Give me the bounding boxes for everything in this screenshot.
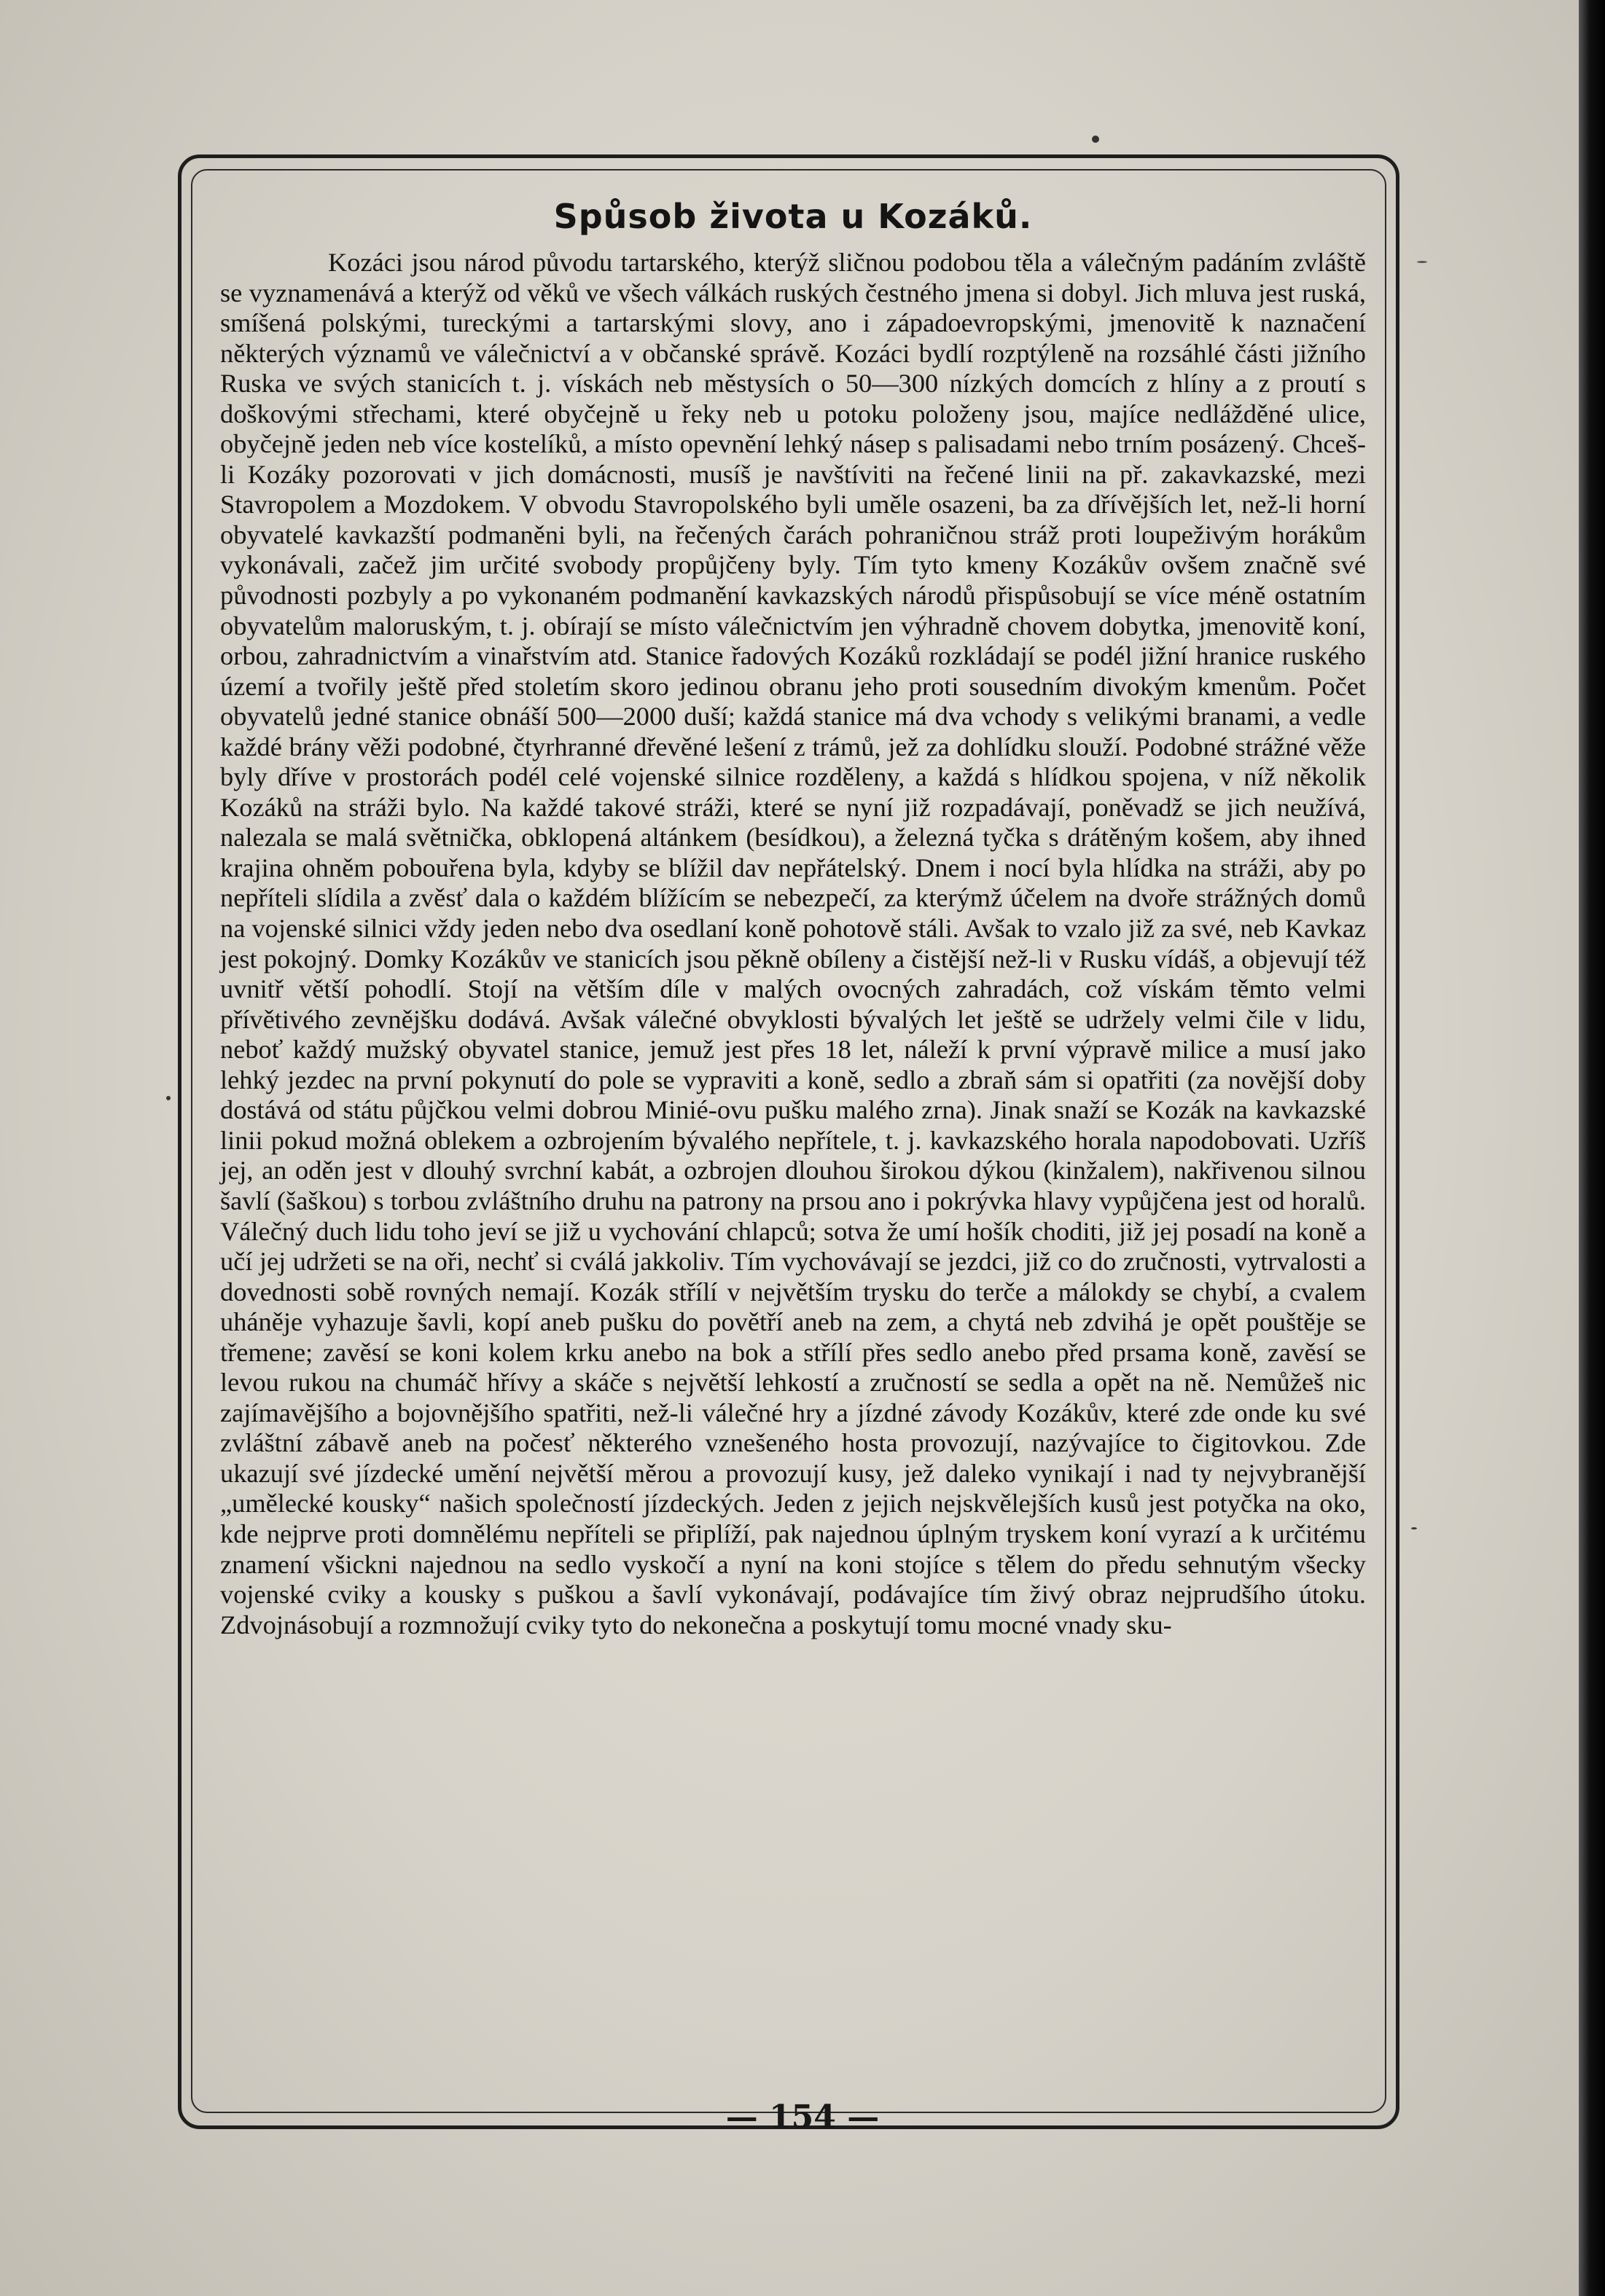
ink-speck (1411, 1527, 1417, 1529)
article-body: Kozáci jsou národ původu tartarského, kterýž sličnou podobou těla a válečným padáním zvláště se vyznamenává a kterýž od věků ve všech válkách ruských čestného jmena si dobyl. Jich mluva jest ruská, smíšená polskými, tureckými a tartarskými slovy, ano i západoevropskými, jmenovitě k naznačení některých významů ve válečnictví a v občanské správě. Kozáci bydlí rozptýleně na rozsáhlé části jižního Ruska ve svých stanicích t. j. vískách neb městysích o 50—300 nízkých domcích z hlíny a z proutí s doškovými střechami, které obyčejně u řeky neb u potoku položeny jsou, majíce nedlážděné ulice, obyčejně jeden neb více kostelíků, a místo opevnění lehký násep s palisadami nebo trním posázený. Chceš-li Kozáky pozorovati v jich domácnosti, musíš je navštíviti na řečené linii na př. zakavkazské, mezi Stavropolem a Mozdokem. V obvodu Stavropolského byli uměle osazeni, ba za dřívějších let, než-li horní obyvatelé kavkazští podmaněni byli, na řečených čarách pohraničnou stráž proti loupeživým horákům vykonávali, začež jim určité svobody propůjčeny byly. Tím tyto kmeny Kozákův ovšem značně své původnosti pozbyly a po vykonaném podmanění kavkazských národů přispůsobují se více méně ostatním obyvatelům maloruským, t. j. obírají se místo válečnictvím jen výhradně chovem dobytka, jmenovitě koní, orbou, zahradnictvím a vinařstvím atd. Stanice řadových Kozáků rozkládají se podél jižní hranice ruského území a tvořily ještě před stoletím skoro jedinou obranu jeho proti sousedním divokým kmenům. Počet obyvatelů jedné stanice obnáší 500—2000 duší; každá stanice má dva vchody s velikými branami, a vedle každé brány věži podobné, čtyrhranné dřevěné lešení z trámů, jež za dohlídku slouží. Podobné strážné věže byly dříve v prostorách podél celé vojenské silnice rozděleny, a každá s hlídkou spojena, v níž několik Kozáků na stráži bylo. Na každé takové stráži, které se nyní již rozpadávají, poněvadž se jich neužívá, nalezala se malá světnička, obklopená altánkem (besídkou), a železná tyčka s drátěným košem, aby ihned krajina ohněm pobouřena byla, kdyby se blížil dav nepřátelský. Dnem i nocí byla hlídka na stráži, aby po nepříteli slídila a zvěsť dala o každém blížícím se nebezpečí, za kterýmž účelem na dvoře strážných domů na vojenské silnici vždy jeden nebo dva osedlaní koně pohotově stáli. Avšak to vzalo již za své, neb Kavkaz jest pokojný. Domky Kozákův ve stanicích jsou pěkně obíleny a čistější než-li v Rusku vídáš, a objevují též uvnitř větší pohodlí. Stojí na větším díle v malých ovocných zahradách, což vískám těmto velmi přívětivého zevnějšku dodává. Avšak válečné obvyklosti bývalých let ještě se udržely velmi čile v lidu, neboť každý mužský obyvatel stanice, jemuž jest přes 18 let, náleží k první výpravě milice a musí jako lehký jezdec na první pokynutí do pole se vypraviti a koně, sedlo a zbraň sám si opatřiti (za novější doby dostává od státu půjčkou velmi dobrou Minié-ovu pušku malého zrna). Jinak snaží se Kozák na kavkazské linii pokud možná oblekem a ozbrojením bývalého nepřítele, t. j. kavkazského horala napodobovati. Uzříš jej, an oděn jest v dlouhý svrchní kabát, a ozbrojen dlouhou širokou dýkou (kinžalem), nakřivenou silnou šavlí (šaškou) s torbou zvláštního druhu na patrony na prsou ano i pokrývka hlavy vypůjčena jest od horalů. Válečný duch lidu toho jeví se již u vychování chlapců; sotva že umí hošík choditi, již jej posadí na koně a učí jej udržeti se na oři, nechť si cválá jakkoliv. Tím vychovávají se jezdci, již co do zručnosti, vytrvalosti a dovednosti sobě rovných nemají. Kozák střílí v největším trysku do terče a málokdy se chybí, a cvalem uháněje vyhazuje šavli, kopí aneb pušku do povětří aneb na zem, a chytá neb zdvihá je opět pouštěje se třemene; zavěsí se koni kolem krku anebo na bok a střílí přes sedlo anebo před prsama koně, zavěsí se levou rukou na chumáč hřívy a skáče s největší lehkostí a zručností se sedla a opět na ně. Nemůžeš nic zajímavějšího a bojovnějšího spatřiti, než-li válečné hry a jízdné závody Kozákův, které zde onde ku své zvláštní zábavě aneb na počesť některého vznešeného hosta provozují, nazývajíce to čigitovkou. Zde ukazují své jízdecké umění největší měrou a provozují kusy, jež daleko vynikají i nad ty nejvybranější „umělecké kousky“ našich společností jízdeckých. Jeden z jejich nejskvělejších kusů jest potyčka na oko, kde nejprve proti domnělému nepříteli se připlíží, pak najednou úplným tryskem koní vyrazí a k určitému znamení všickni najednou na sedlo vyskočí a nyní na koni stojíce s tělem do předu sehnutým všecky vojenské cviky a kousky s puškou a šavlí vykonávají, podávajíce tím živý obraz nejprudšího útoku. Zdvojnásobují a rozmnožují cviky tyto do nekonečna a poskytují tomu mocné vnady sku- (220, 248, 1366, 1639)
ink-speck (1417, 261, 1427, 263)
article (220, 191, 1366, 2100)
article-title: Spůsob života u Kozáků. (553, 197, 1033, 236)
ink-speck (166, 1096, 171, 1100)
scan-edge (1579, 0, 1605, 2296)
ink-speck (1092, 136, 1099, 143)
page-number: — 154 — (725, 2099, 880, 2136)
